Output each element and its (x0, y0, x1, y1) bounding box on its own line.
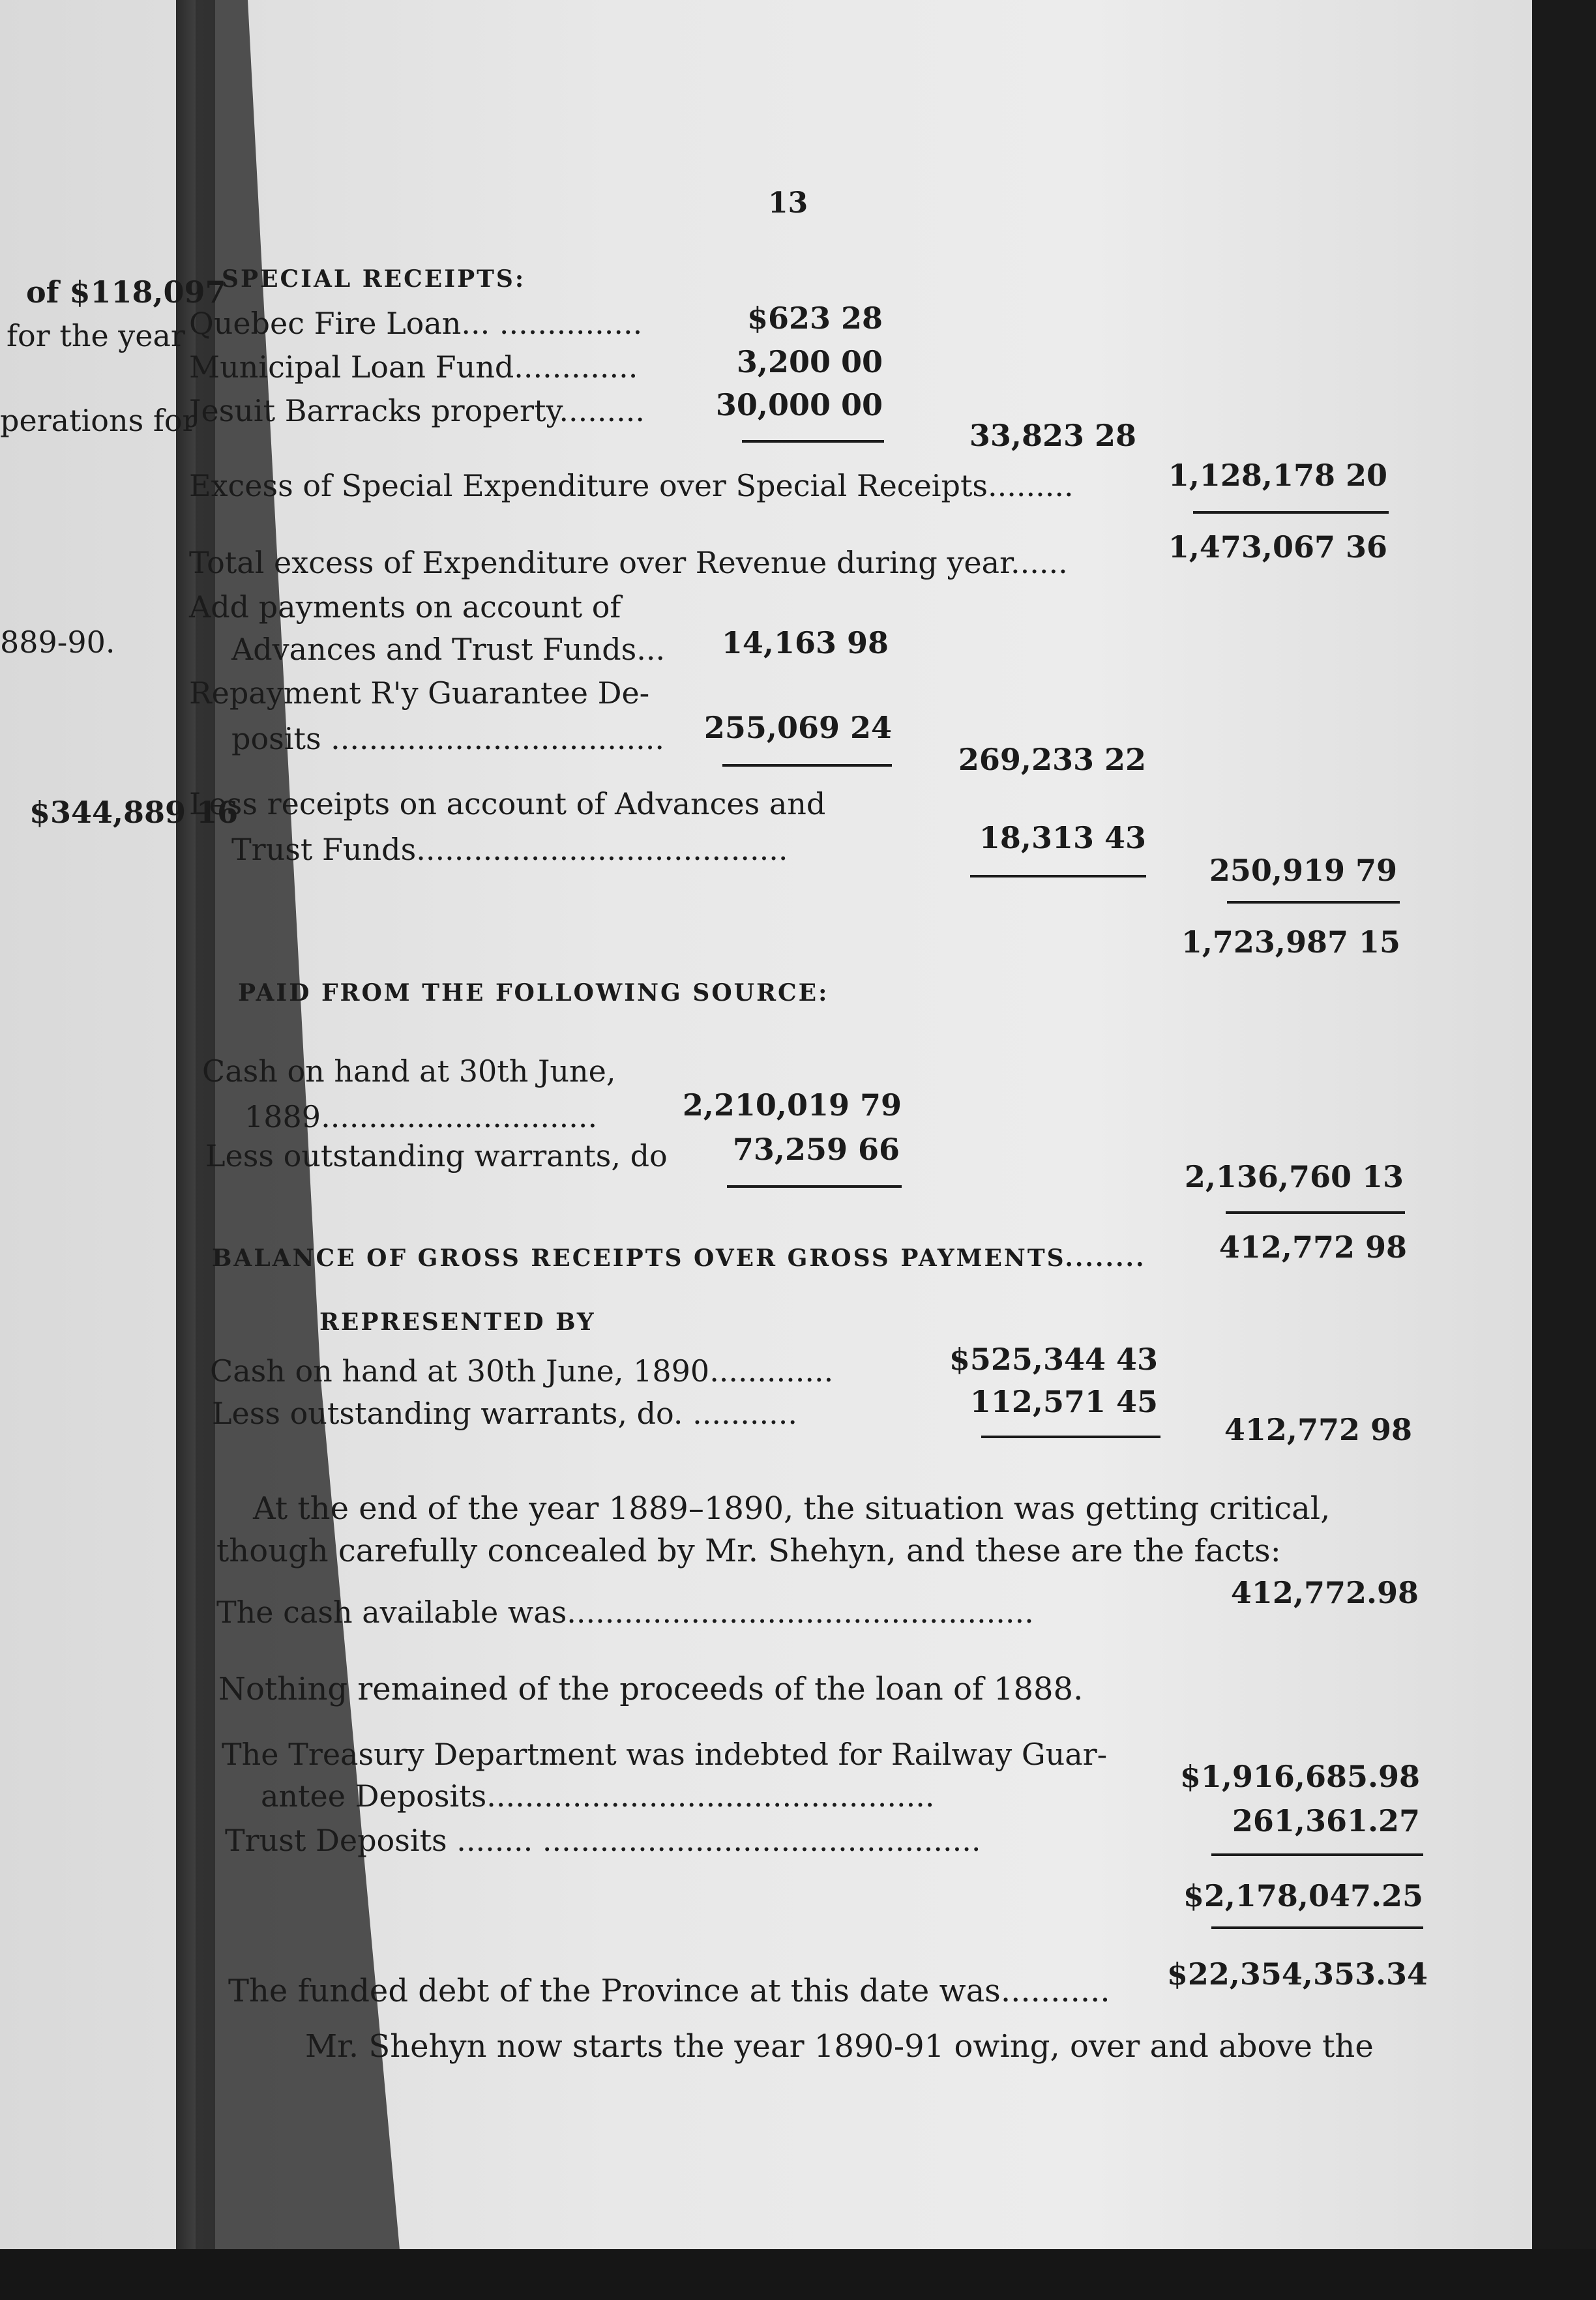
funded-debt-amount: $22,354,353.34 (1166, 1956, 1428, 1992)
treasury-label: antee Deposits............................................... (261, 1778, 935, 1814)
margin-fragment: perations for (0, 403, 197, 438)
add-payments-amount: 14,163 98 (721, 625, 889, 660)
total-excess-amount: 1,473,067 36 (1168, 529, 1387, 565)
treasury-amount: $1,916,685.98 (1179, 1759, 1420, 1794)
receipts-subtotal: 33,823 28 (969, 418, 1136, 453)
paid-net: 2,136,760 13 (1184, 1159, 1404, 1194)
receipt-amount: 3,200 00 (736, 344, 883, 379)
represented-cash-label: Cash on hand at 30th June, 1890............. (210, 1353, 834, 1389)
balance-amount: 412,772 98 (1219, 1230, 1407, 1265)
receipt-amount: $623 28 (746, 301, 883, 336)
trust-deposits-label: Trust Deposits ........ .............................................. (225, 1823, 981, 1858)
less-receipts-label: Trust Funds....................................... (231, 832, 788, 867)
represented-net: 412,772 98 (1224, 1412, 1412, 1447)
receipt-label: Municipal Loan Fund............. (189, 349, 638, 385)
less-receipts-label: Less receipts on account of Advances and (189, 786, 826, 821)
sum-rule (1226, 1211, 1405, 1214)
represented-cash-amount: $525,344 43 (949, 1342, 1158, 1377)
total-excess-label: Total excess of Expenditure over Revenue during year...... (189, 545, 1068, 580)
sum-rule (1211, 1926, 1423, 1929)
special-receipts-heading: SPECIAL RECEIPTS: (222, 265, 526, 293)
sum-rule (1227, 901, 1400, 904)
receipt-label: Jesuit Barracks property......... (189, 393, 645, 428)
page-edge-bottom (0, 2249, 1596, 2300)
balance-label: BALANCE OF GROSS RECEIPTS OVER GROSS PAYMENTS........ (212, 1245, 1146, 1272)
paid-from-heading: PAID FROM THE FOLLOWING SOURCE: (238, 979, 829, 1007)
sum-rule (981, 1436, 1160, 1438)
represented-heading: REPRESENTED BY (319, 1308, 596, 1336)
represented-less-amount: 112,571 45 (969, 1384, 1158, 1419)
repayment-label: posits ................................... (231, 721, 664, 756)
narrative-line: At the end of the year 1889–1890, the situation was getting critical, (253, 1490, 1331, 1527)
paid-cash-label: 1889............................. (244, 1099, 598, 1134)
sum-rule (742, 440, 884, 443)
receipt-amount: 30,000 00 (715, 387, 883, 422)
paid-less-amount: 73,259 66 (732, 1132, 900, 1167)
less-receipts-amount: 18,313 43 (979, 820, 1146, 855)
sum-rule (722, 764, 892, 767)
grand-total: 1,723,987 15 (1181, 924, 1400, 960)
receipt-label: Quebec Fire Loan... ............... (189, 306, 643, 341)
add-payments-label: Advances and Trust Funds... (231, 632, 666, 667)
payments-subtotal: 269,233 22 (958, 742, 1146, 777)
treasury-label: The Treasury Department was indebted for Railway Guar- (222, 1737, 1108, 1772)
excess-special-amount: 1,128,178 20 (1168, 458, 1387, 493)
narrative-line: Nothing remained of the proceeds of the loan of 1888. (218, 1671, 1084, 1707)
sum-rule (727, 1185, 902, 1188)
trust-deposits-amount: 261,361.27 (1232, 1803, 1420, 1838)
margin-fragment: 889-90. (0, 625, 115, 660)
represented-less-label: Less outstanding warrants, do. ........... (212, 1396, 797, 1431)
page-edge-right (1532, 0, 1596, 2300)
repayment-amount: 255,069 24 (703, 710, 892, 745)
narrative-line: Mr. Shehyn now starts the year 1890-91 owing, over and above the (305, 2028, 1374, 2065)
page-number: 13 (768, 186, 808, 220)
sum-rule (1193, 511, 1389, 514)
repayment-label: Repayment R'y Guarantee De- (189, 675, 650, 711)
less-receipts-net: 250,919 79 (1209, 853, 1397, 888)
paid-cash-amount: 2,210,019 79 (682, 1087, 902, 1123)
treasury-total: $2,178,047.25 (1183, 1878, 1423, 1913)
add-payments-label: Add payments on account of (189, 589, 621, 625)
paid-cash-label: Cash on hand at 30th June, (202, 1054, 616, 1089)
sum-rule (970, 875, 1146, 877)
sum-rule (1211, 1853, 1423, 1856)
margin-fragment: $344,889 16 (29, 795, 239, 830)
narrative-line: though carefully concealed by Mr. Shehyn, and these are the facts: (216, 1533, 1281, 1569)
cash-available-amount: 412,772.98 (1230, 1575, 1419, 1610)
cash-available-label: The cash available was................................................. (216, 1595, 1034, 1630)
excess-special-label: Excess of Special Expenditure over Special Receipts......... (189, 468, 1074, 503)
paid-less-label: Less outstanding warrants, do (205, 1138, 668, 1173)
margin-fragment: for the year (7, 318, 185, 353)
margin-fragment: of $118,097 (26, 274, 226, 310)
funded-debt-label: The funded debt of the Province at this date was........... (228, 1973, 1110, 2009)
